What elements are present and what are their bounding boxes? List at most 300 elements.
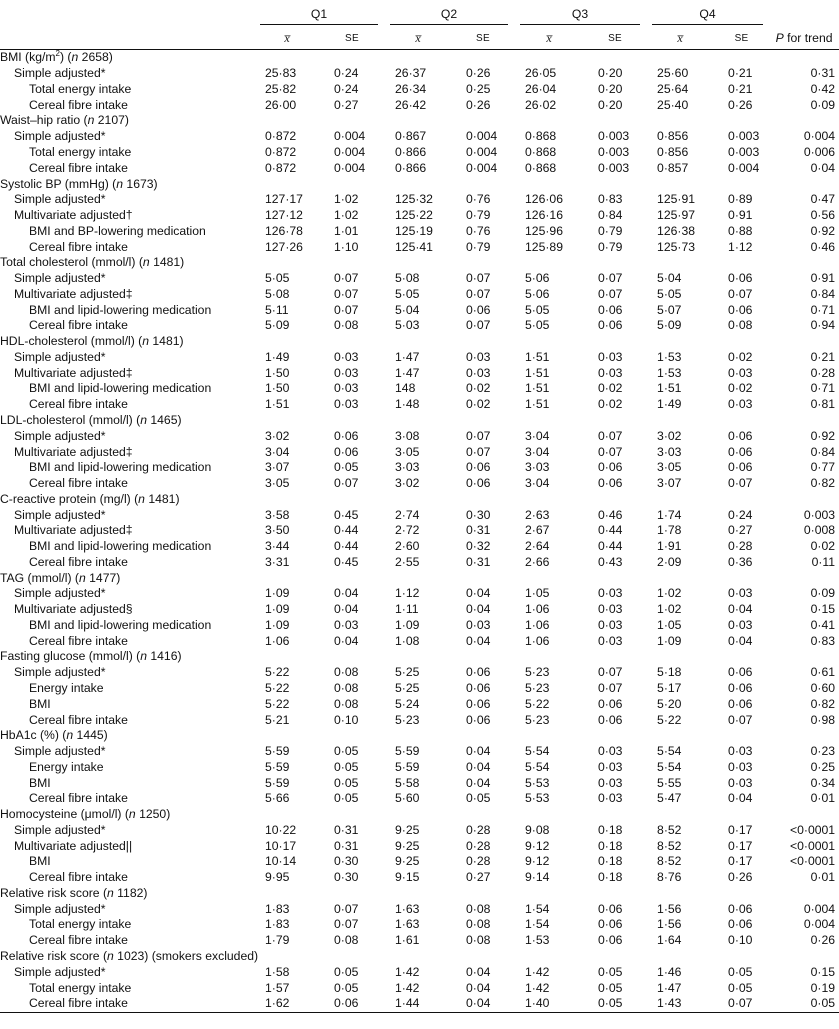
row-label: Multivariate adjusted‡ [14, 444, 133, 459]
q4-mean-cell: 1·56 [657, 917, 682, 932]
q1-se-cell: 0·05 [334, 964, 359, 979]
table-row [0, 933, 839, 949]
q3-mean-cell [514, 50, 584, 66]
row-label: Multivariate adjusted‡ [14, 365, 133, 380]
q4-mean-cell [646, 807, 714, 823]
q4-mean-cell: 5·55 [657, 775, 682, 790]
q4-se-cell: 0·06 [728, 917, 753, 932]
q3-mean-cell [514, 886, 584, 902]
q3-se-cell: 0·03 [598, 349, 623, 364]
q4-mean-cell: 125·91 [657, 192, 695, 207]
q2-mean-cell [384, 255, 452, 271]
q4-mean-cell [646, 255, 714, 271]
q2-se-cell: 0·07 [466, 428, 491, 443]
q4-mean-cell: 1·46 [657, 964, 682, 979]
q4-mean-cell: 5·07 [657, 302, 682, 317]
q1-se-cell: 0·04 [334, 602, 359, 617]
q1-se-cell [320, 113, 384, 129]
row-label: BMI [29, 854, 51, 869]
q2-se-cell: 0·08 [466, 901, 491, 916]
table-row [0, 633, 839, 649]
q1-se-cell: 0·05 [334, 460, 359, 475]
row-label: Cereal fibre intake [29, 554, 128, 569]
q4-se-cell: 0·03 [728, 586, 753, 601]
q1-mean-cell: 3·02 [265, 428, 290, 443]
q4-mean-cell: 1·49 [657, 397, 682, 412]
q3-se-cell [584, 113, 646, 129]
q2-se-cell: 0·32 [466, 539, 491, 554]
p-trend-cell: 0·31 [810, 66, 836, 81]
section-label: Relative risk score (n 1023) (smokers excluded) [0, 949, 259, 964]
q4-mean-cell: 1·47 [657, 980, 682, 995]
p-trend-header: P for trend [769, 27, 839, 50]
table-row [0, 160, 839, 176]
row-label: Simple adjusted* [14, 349, 106, 364]
row-label: Cereal fibre intake [29, 870, 128, 885]
p-trend-cell: 0·81 [810, 397, 836, 412]
q1-mean-cell: 127·12 [265, 208, 303, 223]
q3-se-cell: 0·003 [598, 129, 630, 144]
q1-se-cell: 0·06 [334, 444, 359, 459]
q3-se-cell [584, 50, 646, 66]
q1-mean-cell: 10·17 [265, 838, 297, 853]
q3-mean-cell: 1·51 [525, 349, 550, 364]
stub-header [0, 0, 254, 27]
q4-se-cell: 0·03 [728, 397, 753, 412]
q2-mean-cell: 5·08 [395, 271, 420, 286]
table-row [0, 996, 839, 1012]
row-label: Cereal fibre intake [0, 996, 254, 1012]
q2-mean-cell: 125·32 [395, 192, 433, 207]
table-row [0, 901, 839, 917]
q1-se-cell [320, 807, 384, 823]
q2-se-cell: 0·28 [466, 822, 491, 837]
row-label: Cereal fibre intake [29, 476, 128, 491]
q3-se-cell: 0·18 [598, 870, 623, 885]
q2-se-header: SE [452, 27, 514, 50]
q4-se-cell: 0·89 [728, 192, 753, 207]
q1-se-cell: 0·05 [334, 775, 359, 790]
q3-mean-cell: 1·54 [525, 917, 550, 932]
table-section-header-row [0, 728, 839, 744]
q3-mean-cell: 2·63 [525, 507, 550, 522]
row-label: Cereal fibre intake [29, 97, 128, 112]
q1-mean-header: x̅ [254, 27, 320, 50]
q2-mean-cell: 5·24 [395, 696, 420, 711]
row-label: Multivariate adjusted† [14, 208, 133, 223]
q3-se-cell: 0·05 [584, 996, 646, 1012]
row-label: Simple adjusted* [14, 507, 106, 522]
q1-se-cell: 0·03 [334, 349, 359, 364]
section-label: Fasting glucose (mmol/l) (n 1416) [0, 649, 182, 664]
row-label: Simple adjusted* [14, 271, 106, 286]
q3-mean-cell: 1·06 [525, 633, 550, 648]
q4-se-cell [714, 807, 769, 823]
q1-mean-cell: 1·50 [265, 365, 290, 380]
q3-se-cell: 0·03 [598, 791, 623, 806]
q1-mean-cell: 1·57 [265, 980, 290, 995]
q3-se-cell: 0·06 [598, 318, 623, 333]
q4-se-cell: 0·03 [728, 744, 753, 759]
q2-se-cell: 0·04 [466, 980, 491, 995]
q1-se-cell: 0·04 [334, 586, 359, 601]
section-label: Systolic BP (mmHg) (n 1673) [0, 176, 158, 191]
q4-se-cell: 0·21 [728, 66, 753, 81]
q1-se-cell: 0·06 [334, 428, 359, 443]
q3-se-cell: 0·03 [598, 744, 623, 759]
q2-mean-cell [384, 949, 452, 965]
q2-mean-cell: 1·11 [395, 602, 419, 617]
q3-se-cell: 0·02 [598, 397, 623, 412]
subheader-row [0, 27, 839, 50]
q4-mean-cell: 1·74 [657, 507, 682, 522]
q4-mean-cell: 0·856 [657, 144, 689, 159]
q4-se-cell [714, 334, 769, 350]
table-row [0, 854, 839, 870]
q3-mean-cell [514, 491, 584, 507]
q1-se-cell: 0·30 [334, 854, 359, 869]
q3-mean-cell: 1·06 [525, 602, 550, 617]
table-section-header-row [0, 491, 839, 507]
q4-se-cell: 0·06 [728, 428, 753, 443]
q2-se-cell: 0·76 [466, 223, 491, 238]
p-trend-cell [769, 334, 839, 350]
q4-mean-cell: 5·20 [657, 696, 682, 711]
row-label: Multivariate adjusted‡ [14, 286, 133, 301]
q3-se-cell: 0·18 [598, 838, 623, 853]
q2-mean-cell: 3·08 [395, 428, 420, 443]
table-row [0, 239, 839, 255]
table-row [0, 917, 839, 933]
q2-se-cell: 0·25 [466, 81, 491, 96]
q1-se-cell [320, 334, 384, 350]
q2-se-cell: 0·04 [466, 775, 491, 790]
q3-se-cell: 0·03 [598, 633, 623, 648]
q3-se-cell: 0·06 [598, 460, 623, 475]
table-section-header-row [0, 570, 839, 586]
q4-mean-cell: 1·78 [657, 523, 682, 538]
q3-se-cell: 0·06 [598, 712, 623, 727]
q3-mean-cell: 5·06 [525, 271, 550, 286]
q2-mean-cell: 26·37 [395, 66, 427, 81]
q3-mean-cell: 1·05 [525, 586, 550, 601]
q2-mean-cell [384, 413, 452, 429]
section-label: Relative risk score (n 1182) [0, 885, 148, 900]
q3-mean-cell: 126·06 [525, 192, 563, 207]
row-label: Cereal fibre intake [29, 933, 128, 948]
p-trend-cell: 0·84 [810, 286, 836, 301]
q1-se-cell: 1·02 [334, 192, 359, 207]
q3-se-cell [584, 807, 646, 823]
q2-se-cell [452, 807, 514, 823]
q1-se-cell: 0·45 [334, 554, 359, 569]
q3-se-header: SE [584, 27, 646, 50]
q1-mean-cell: 0·872 [265, 144, 297, 159]
row-label: Cereal fibre intake [29, 633, 128, 648]
q4-mean-cell: 2·09 [657, 554, 682, 569]
q4-mean-cell: 1·02 [657, 602, 682, 617]
table-section-header-row [0, 113, 839, 129]
table-row [0, 192, 839, 208]
q4-se-cell [714, 413, 769, 429]
q3-se-cell: 0·20 [598, 81, 623, 96]
q1-se-cell: 0·04 [334, 633, 359, 648]
q1-se-cell: 0·44 [334, 523, 359, 538]
q2-se-cell: 0·31 [466, 554, 491, 569]
q3-mean-cell: 5·22 [525, 696, 550, 711]
q3-se-cell: 0·06 [598, 917, 623, 932]
q3-se-cell [584, 949, 646, 965]
q1-se-cell: 0·004 [334, 129, 366, 144]
p-trend-cell: 0·008 [803, 523, 836, 538]
q2-se-cell [452, 113, 514, 129]
q1-se-cell [320, 413, 384, 429]
q2-se-cell: 0·06 [466, 665, 491, 680]
q4-mean-cell: 1·91 [657, 539, 682, 554]
q4-se-cell [714, 113, 769, 129]
q4-se-cell: 0·06 [728, 696, 753, 711]
p-trend-cell: 0·46 [810, 239, 836, 254]
q1-se-cell: 0·07 [334, 302, 359, 317]
q2-se-cell [452, 176, 514, 192]
q3-se-cell: 0·07 [598, 286, 623, 301]
row-label: Multivariate adjusted|| [14, 838, 133, 853]
q4-mean-cell: 0·857 [657, 160, 689, 175]
q3-mean-cell [514, 570, 584, 586]
q2-se-cell [452, 649, 514, 665]
q1-se-cell [320, 255, 384, 271]
q4-se-cell: 0·05 [728, 964, 753, 979]
q2-se-cell: 0·05 [466, 791, 491, 806]
q2-se-cell: 0·30 [466, 507, 491, 522]
q1-mean-cell: 3·05 [265, 476, 290, 491]
q4-se-cell: 0·06 [728, 302, 753, 317]
p-trend-cell: 0·60 [810, 681, 836, 695]
q2-mean-cell: 5·25 [395, 665, 420, 680]
q2-mean-cell: 1·63 [395, 917, 420, 932]
q3-mean-cell: 9·12 [525, 854, 550, 869]
q2-mean-cell: 1·48 [395, 397, 420, 412]
q2-mean-cell [384, 728, 452, 744]
table-row [0, 759, 839, 775]
q2-se-cell: 0·03 [466, 365, 491, 380]
q1-se-cell [320, 649, 384, 665]
q1-mean-cell: 1·58 [265, 964, 290, 979]
q4-se-cell [714, 491, 769, 507]
p-trend-cell [769, 113, 839, 129]
q4-se-cell: 0·06 [728, 271, 753, 286]
section-label: BMI $(kg/m^2)$ (n 2658) [0, 49, 113, 65]
q1-mean-cell: 5·11 [265, 302, 289, 317]
q2-mean-cell: 9·15 [395, 870, 420, 885]
q4-mean-cell: 1·64 [657, 933, 682, 948]
q4-se-cell: 0·07 [728, 476, 753, 491]
q2-mean-cell: 5·05 [395, 286, 420, 301]
q2-se-cell: 0·04 [466, 633, 491, 648]
q3-se-cell: 0·06 [598, 696, 623, 711]
row-label: Simple adjusted* [14, 665, 106, 680]
row-label: Simple adjusted* [14, 428, 106, 443]
q1-header: Q1 [254, 0, 384, 27]
q3-mean-cell: 26·05 [525, 66, 557, 81]
q1-se-cell: 0·31 [334, 838, 359, 853]
q4-mean-cell [646, 113, 714, 129]
q2-mean-cell: 9·25 [395, 838, 420, 853]
q3-mean-cell: 0·868 [525, 144, 557, 159]
p-trend-cell: 0·21 [810, 349, 836, 364]
q3-mean-cell: 1·54 [525, 901, 550, 916]
row-label: Total energy intake [29, 144, 132, 159]
q4-mean-cell: 1·51 [657, 381, 682, 396]
p-trend-cell [769, 728, 839, 744]
row-label: BMI and lipid-lowering medication [29, 539, 212, 554]
q2-mean-cell: 2·60 [395, 539, 420, 554]
q2-se-cell: 0·07 [466, 286, 491, 301]
row-label: Simple adjusted* [14, 66, 106, 81]
q2-mean-cell: 5·03 [395, 318, 420, 333]
q3-mean-cell: 9·14 [525, 870, 550, 885]
table-row [0, 964, 839, 980]
q2-se-cell: 0·76 [466, 192, 491, 207]
section-label: C-reactive protein (mg/l) (n 1481) [0, 491, 180, 506]
q1-se-cell: 0·03 [334, 617, 359, 632]
q1-se-cell: 0·08 [334, 318, 359, 333]
q1-se-cell [320, 886, 384, 902]
q4-mean-cell [646, 413, 714, 429]
q1-se-cell: 0·27 [334, 97, 359, 112]
q4-se-cell: 0·88 [728, 223, 753, 238]
q1-se-cell: 0·004 [334, 144, 366, 159]
q3-se-cell [584, 176, 646, 192]
q3-mean-cell [514, 255, 584, 271]
row-label: Multivariate adjusted§ [14, 602, 133, 617]
row-label: Cereal fibre intake [29, 712, 128, 727]
p-trend-cell: <0·0001 [789, 822, 836, 837]
q4-se-cell: 0·24 [728, 507, 753, 522]
q4-mean-cell [646, 334, 714, 350]
q1-mean-cell: 5·59 [265, 744, 290, 759]
q4-mean-cell: 3·03 [657, 444, 682, 459]
q1-se-cell: 0·08 [334, 681, 359, 695]
q4-se-cell [714, 255, 769, 271]
p-trend-cell: 0·26 [810, 933, 836, 948]
table-row [0, 145, 839, 161]
q1-se-cell: 0·03 [334, 397, 359, 412]
q2-mean-cell: 26·34 [395, 81, 427, 96]
q1-se-cell [320, 570, 384, 586]
q4-mean-cell [646, 886, 714, 902]
q1-se-cell: 0·10 [334, 712, 359, 727]
q2-mean-cell: 0·866 [395, 160, 427, 175]
q3-mean-cell [514, 949, 584, 965]
row-label: Total energy intake [29, 980, 132, 995]
q3-mean-cell: 3·04 [525, 444, 550, 459]
row-label: BMI and lipid-lowering medication [29, 381, 212, 396]
q4-mean-cell: 3·05 [657, 460, 682, 475]
q3-se-cell: 0·03 [598, 759, 623, 774]
q4-se-cell: 0·07 [728, 286, 753, 301]
q3-mean-header: x̅ [514, 27, 584, 50]
q4-mean-cell: 1·43 [646, 996, 714, 1012]
q4-mean-cell [646, 570, 714, 586]
p-trend-cell [769, 649, 839, 665]
row-label: Simple adjusted* [14, 901, 106, 916]
q4-mean-cell: 5·04 [657, 271, 682, 286]
q1-mean-cell: 5·59 [265, 759, 290, 774]
table-row [0, 271, 839, 287]
q2-mean-cell: 5·59 [395, 759, 420, 774]
q1-mean-cell: 3·04 [265, 444, 290, 459]
q1-mean-cell [254, 570, 320, 586]
q2-mean-cell: 26·42 [395, 97, 427, 112]
q3-mean-cell: 9·12 [525, 838, 550, 853]
stub-subheader [0, 27, 254, 50]
q1-se-header: SE [320, 27, 384, 50]
q3-mean-cell: 5·54 [525, 744, 550, 759]
q2-se-cell: 0·06 [466, 681, 491, 695]
row-label: Total energy intake [29, 81, 132, 96]
table-body [0, 50, 839, 1013]
table-row [0, 82, 839, 98]
p-trend-cell: 0·28 [810, 365, 836, 380]
q4-se-cell: 0·04 [728, 602, 753, 617]
q2-mean-cell: 1·63 [395, 901, 420, 916]
q1-se-cell: 1·01 [334, 223, 359, 238]
q2-se-cell [452, 491, 514, 507]
table-section-header-row [0, 176, 839, 192]
q1-mean-cell: 1·49 [265, 349, 290, 364]
q4-se-cell: 0·10 [728, 933, 753, 948]
q2-se-cell [452, 334, 514, 350]
q1-mean-cell: 10·14 [265, 854, 297, 869]
q2-se-cell: 0·004 [466, 160, 498, 175]
p-trend-cell: 0·42 [810, 81, 836, 96]
q1-mean-cell: 3·44 [265, 539, 290, 554]
q3-se-cell: 0·07 [598, 428, 623, 443]
q2-se-cell: 0·02 [466, 381, 491, 396]
q3-mean-cell: 126·16 [525, 208, 563, 223]
row-label: Multivariate adjusted‡ [14, 523, 133, 538]
q2-se-cell [452, 50, 514, 66]
q4-mean-cell: 25·64 [657, 81, 689, 96]
q3-se-cell: 0·003 [598, 160, 630, 175]
q2-se-cell: 0·004 [466, 144, 498, 159]
q4-se-cell: 0·02 [728, 349, 753, 364]
q3-mean-cell: 1·53 [525, 933, 550, 948]
q4-mean-cell: 8·76 [657, 870, 682, 885]
q4-se-cell: 0·06 [728, 444, 753, 459]
q1-mean-cell: 1·09 [265, 586, 290, 601]
q4-se-cell: 0·003 [728, 144, 760, 159]
p-trend-cell: 0·47 [810, 192, 836, 207]
table-row [0, 428, 839, 444]
q2-mean-cell [384, 886, 452, 902]
table-row [0, 555, 839, 571]
table-row [0, 318, 839, 334]
table-section-header-row [0, 649, 839, 665]
p-trend-cell: 0·09 [810, 586, 836, 601]
table-row [0, 712, 839, 728]
q3-se-cell [584, 413, 646, 429]
q1-mean-cell [254, 728, 320, 744]
q3-se-cell: 0·06 [598, 302, 623, 317]
q1-mean-cell: 0·872 [265, 129, 297, 144]
p-trend-cell: 0·41 [810, 617, 836, 632]
p-trend-cell: 0·34 [810, 775, 836, 790]
q3-se-cell: 0·05 [598, 980, 623, 995]
table-section-header-row [0, 413, 839, 429]
q3-mean-cell [514, 334, 584, 350]
